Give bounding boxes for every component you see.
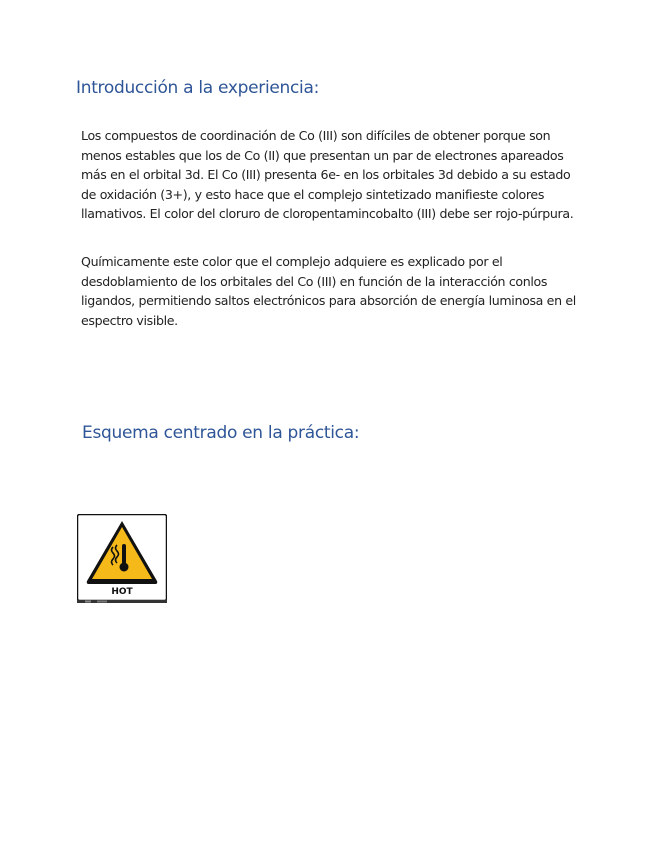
intro-paragraph-1: Los compuestos de coordinación de Co (III) son difíciles de obtener porque son menos estables que los de Co (II) que presentan un par de electrones apareados más en el orbital 3d. El Co (III) presenta 6e- en los orbitales 3d debido a su estado de oxidación (3+), y esto hace que el complejo sintetizado manifieste colores llamativos. El color del cloruro de cloropentamincobalto (III) debe ser rojo-púrpura. — [81, 128, 574, 222]
scheme-heading: Esquema centrado en la práctica: — [82, 423, 360, 443]
hot-warning-sign — [77, 514, 167, 603]
intro-heading: Introducción a la experiencia: — [76, 78, 320, 98]
hot-warning-icon — [77, 514, 167, 603]
hot-label: HOT — [111, 587, 133, 597]
intro-paragraph-2: Químicamente este color que el complejo adquiere es explicado por el desdoblamiento de los orbitales del Co (III) en función de la interacción conlos ligandos, permitiendo saltos electrónicos para absorción de energía luminosa en el espectro visible. — [81, 254, 576, 328]
